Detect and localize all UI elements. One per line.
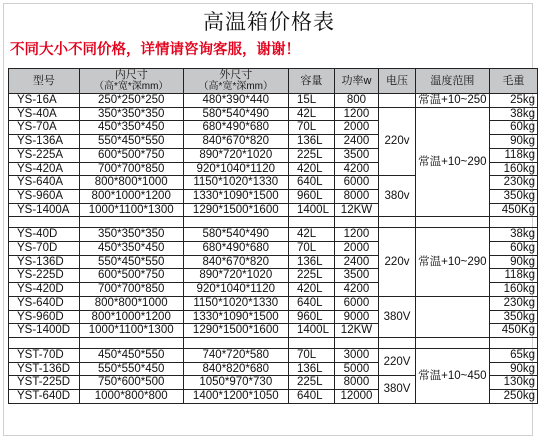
weight-cell: 38kg — [489, 107, 537, 121]
table-row — [9, 94, 538, 108]
model-cell: YS-1400D — [9, 324, 80, 338]
separator-cell — [334, 337, 378, 348]
separator-cell — [9, 217, 80, 228]
outer-size-cell: 680*490*680 — [183, 242, 288, 256]
separator-cell — [379, 217, 416, 228]
outer-size-cell: 840*670*820 — [183, 135, 288, 149]
weight-cell: 90kg — [489, 255, 537, 269]
weight-cell: 130kg — [489, 376, 537, 390]
volume-cell: 70L — [289, 242, 335, 256]
separator-cell — [183, 337, 288, 348]
weight-cell: 60kg — [489, 121, 537, 135]
temp-range-cell — [415, 296, 489, 337]
header-weight: 毛重 — [489, 69, 537, 94]
inner-size-cell: 600*500*750 — [79, 269, 183, 283]
outer-size-cell: 1330*1090*1500 — [183, 189, 288, 203]
volume-cell: 640L — [289, 296, 335, 310]
weight-cell: 65kg — [489, 348, 537, 362]
outer-size-cell: 1150*1020*1330 — [183, 176, 288, 190]
voltage-cell: 220v — [379, 107, 416, 176]
separator-cell — [415, 337, 489, 348]
weight-cell: 250kg — [489, 390, 537, 404]
weight-cell: 230kg — [489, 296, 537, 310]
price-table — [8, 68, 538, 404]
weight-cell: 25kg — [489, 94, 537, 108]
temp-range-cell: 常温+10~290 — [415, 228, 489, 297]
outer-size-cell: 1150*1020*1330 — [183, 296, 288, 310]
table-row — [9, 296, 538, 310]
inner-size-cell: 800*800*1000 — [79, 176, 183, 190]
power-cell: 800 — [334, 94, 378, 108]
inner-size-cell: 350*350*350 — [79, 107, 183, 121]
separator-cell — [379, 337, 416, 348]
volume-cell: 640L — [289, 176, 335, 190]
power-cell: 6000 — [334, 176, 378, 190]
inner-size-cell: 600*500*750 — [79, 148, 183, 162]
volume-cell: 42L — [289, 107, 335, 121]
weight-cell: 118kg — [489, 269, 537, 283]
volume-cell: 225L — [289, 376, 335, 390]
header-row — [9, 69, 538, 94]
power-cell: 3000 — [334, 348, 378, 362]
model-cell: YS-960A — [9, 189, 80, 203]
model-cell: YST-70D — [9, 348, 80, 362]
separator-cell — [79, 337, 183, 348]
weight-cell: 118kg — [489, 148, 537, 162]
table-row — [9, 107, 538, 121]
header-inner: 内尺寸 （高*宽*深mm） — [79, 69, 183, 94]
outer-size-cell: 1290*1500*1600 — [183, 203, 288, 217]
power-cell: 3500 — [334, 269, 378, 283]
model-cell: YS-16A — [9, 94, 80, 108]
model-cell: YS-420D — [9, 283, 80, 297]
weight-cell: 38kg — [489, 228, 537, 242]
outer-size-cell: 920*1040*1120 — [183, 162, 288, 176]
model-cell: YST-136D — [9, 362, 80, 376]
power-cell: 1200 — [334, 228, 378, 242]
volume-cell: 136L — [289, 362, 335, 376]
power-cell: 2400 — [334, 135, 378, 149]
volume-cell: 1400L — [289, 203, 335, 217]
outer-size-cell: 920*1040*1120 — [183, 283, 288, 297]
model-cell: YS-136D — [9, 255, 80, 269]
power-cell: 12KW — [334, 203, 378, 217]
model-cell: YS-70D — [9, 242, 80, 256]
header-temp: 温度范围 — [415, 69, 489, 94]
weight-cell: 90kg — [489, 362, 537, 376]
inner-size-cell: 550*550*450 — [79, 362, 183, 376]
volume-cell: 70L — [289, 121, 335, 135]
separator-cell — [9, 337, 80, 348]
table-row — [9, 348, 538, 362]
inner-size-cell: 700*700*850 — [79, 283, 183, 297]
inner-size-cell: 250*250*250 — [79, 94, 183, 108]
notice-text: 不同大小不同价格，详情请咨询客服，谢谢！ — [10, 42, 300, 58]
power-cell: 3500 — [334, 148, 378, 162]
outer-size-cell: 740*720*580 — [183, 348, 288, 362]
power-cell: 8000 — [334, 189, 378, 203]
inner-size-cell: 550*450*550 — [79, 255, 183, 269]
separator-cell — [489, 217, 537, 228]
volume-cell: 420L — [289, 283, 335, 297]
group-separator — [9, 217, 538, 228]
weight-cell: 450Kg — [489, 203, 537, 217]
separator-cell — [289, 337, 335, 348]
group-separator — [9, 337, 538, 348]
inner-size-cell: 1000*1100*1300 — [79, 324, 183, 338]
power-cell: 9000 — [334, 310, 378, 324]
model-cell: YS-225A — [9, 148, 80, 162]
voltage-cell: 380V — [379, 296, 416, 337]
volume-cell: 420L — [289, 162, 335, 176]
inner-size-cell: 800*1000*1200 — [79, 310, 183, 324]
weight-cell: 350kg — [489, 189, 537, 203]
power-cell: 2000 — [334, 121, 378, 135]
weight-cell: 160kg — [489, 162, 537, 176]
model-cell: YST-640D — [9, 390, 80, 404]
weight-cell: 160kg — [489, 283, 537, 297]
header-model: 型号 — [9, 69, 80, 94]
weight-cell: 230kg — [489, 176, 537, 190]
power-cell: 4200 — [334, 162, 378, 176]
header-power: 功率w — [334, 69, 378, 94]
volume-cell: 960L — [289, 189, 335, 203]
separator-cell — [489, 337, 537, 348]
weight-cell: 450Kg — [489, 324, 537, 338]
model-cell: YS-640D — [9, 296, 80, 310]
model-cell: YS-225D — [9, 269, 80, 283]
weight-cell: 60kg — [489, 242, 537, 256]
power-cell: 5000 — [334, 362, 378, 376]
volume-cell: 640L — [289, 390, 335, 404]
inner-size-cell: 550*450*550 — [79, 135, 183, 149]
inner-size-cell: 450*450*550 — [79, 348, 183, 362]
inner-size-cell: 800*800*1000 — [79, 296, 183, 310]
outer-size-cell: 1050*970*730 — [183, 376, 288, 390]
power-cell: 1200 — [334, 107, 378, 121]
model-cell: YS-136A — [9, 135, 80, 149]
header-outer-sub: （高*宽*深mm） — [198, 81, 273, 92]
page-title: 高温箱价格表 — [203, 10, 335, 34]
outer-size-cell: 580*540*490 — [183, 228, 288, 242]
power-cell: 12KW — [334, 324, 378, 338]
outer-size-cell: 580*540*490 — [183, 107, 288, 121]
model-cell: YS-70A — [9, 121, 80, 135]
temp-range-cell: 常温+10~450 — [415, 348, 489, 403]
power-cell: 12000 — [334, 390, 378, 404]
inner-size-cell: 750*600*500 — [79, 376, 183, 390]
separator-cell — [183, 217, 288, 228]
voltage-cell: 380V — [379, 376, 416, 403]
volume-cell: 225L — [289, 269, 335, 283]
outer-size-cell: 890*720*1020 — [183, 269, 288, 283]
header-voltage: 电压 — [379, 69, 416, 94]
power-cell: 4200 — [334, 283, 378, 297]
power-cell: 8000 — [334, 376, 378, 390]
voltage-cell: 220V — [379, 348, 416, 375]
outer-size-cell: 890*720*1020 — [183, 148, 288, 162]
table-row — [9, 228, 538, 242]
volume-cell: 1400L — [289, 324, 335, 338]
model-cell: YS-1400A — [9, 203, 80, 217]
voltage-cell — [379, 94, 416, 108]
voltage-cell: 220v — [379, 228, 416, 297]
volume-cell: 225L — [289, 148, 335, 162]
weight-cell: 350kg — [489, 310, 537, 324]
model-cell: YS-40A — [9, 107, 80, 121]
inner-size-cell: 1000*800*800 — [79, 390, 183, 404]
volume-cell: 42L — [289, 228, 335, 242]
inner-size-cell: 800*1000*1200 — [79, 189, 183, 203]
header-inner-sub: （高*宽*深mm） — [93, 81, 169, 92]
outer-size-cell: 840*670*820 — [183, 255, 288, 269]
outer-size-cell: 680*490*680 — [183, 121, 288, 135]
model-cell: YS-960D — [9, 310, 80, 324]
power-cell: 2400 — [334, 255, 378, 269]
temp-range-cell: 常温+10~250 — [415, 94, 489, 108]
outer-size-cell: 1330*1090*1500 — [183, 310, 288, 324]
power-cell: 2000 — [334, 242, 378, 256]
inner-size-cell: 350*350*350 — [79, 228, 183, 242]
model-cell: YS-420A — [9, 162, 80, 176]
volume-cell: 15L — [289, 94, 335, 108]
separator-cell — [415, 217, 489, 228]
inner-size-cell: 450*350*450 — [79, 242, 183, 256]
inner-size-cell: 450*350*450 — [79, 121, 183, 135]
power-cell: 6000 — [334, 296, 378, 310]
separator-cell — [79, 217, 183, 228]
weight-cell: 90kg — [489, 135, 537, 149]
model-cell: YST-225D — [9, 376, 80, 390]
temp-range-cell: 常温+10~290 — [415, 107, 489, 217]
header-outer: 外尺寸 （高*宽*深mm） — [183, 69, 288, 94]
volume-cell: 136L — [289, 255, 335, 269]
separator-cell — [334, 217, 378, 228]
outer-size-cell: 480*390*440 — [183, 94, 288, 108]
outer-size-cell: 840*820*680 — [183, 362, 288, 376]
model-cell: YS-640A — [9, 176, 80, 190]
model-cell: YS-40D — [9, 228, 80, 242]
inner-size-cell: 700*700*850 — [79, 162, 183, 176]
volume-cell: 136L — [289, 135, 335, 149]
separator-cell — [289, 217, 335, 228]
header-volume: 容量 — [289, 69, 335, 94]
volume-cell: 960L — [289, 310, 335, 324]
inner-size-cell: 1000*1100*1300 — [79, 203, 183, 217]
volume-cell: 70L — [289, 348, 335, 362]
outer-size-cell: 1400*1200*1050 — [183, 390, 288, 404]
outer-size-cell: 1290*1500*1600 — [183, 324, 288, 338]
voltage-cell: 380v — [379, 176, 416, 217]
